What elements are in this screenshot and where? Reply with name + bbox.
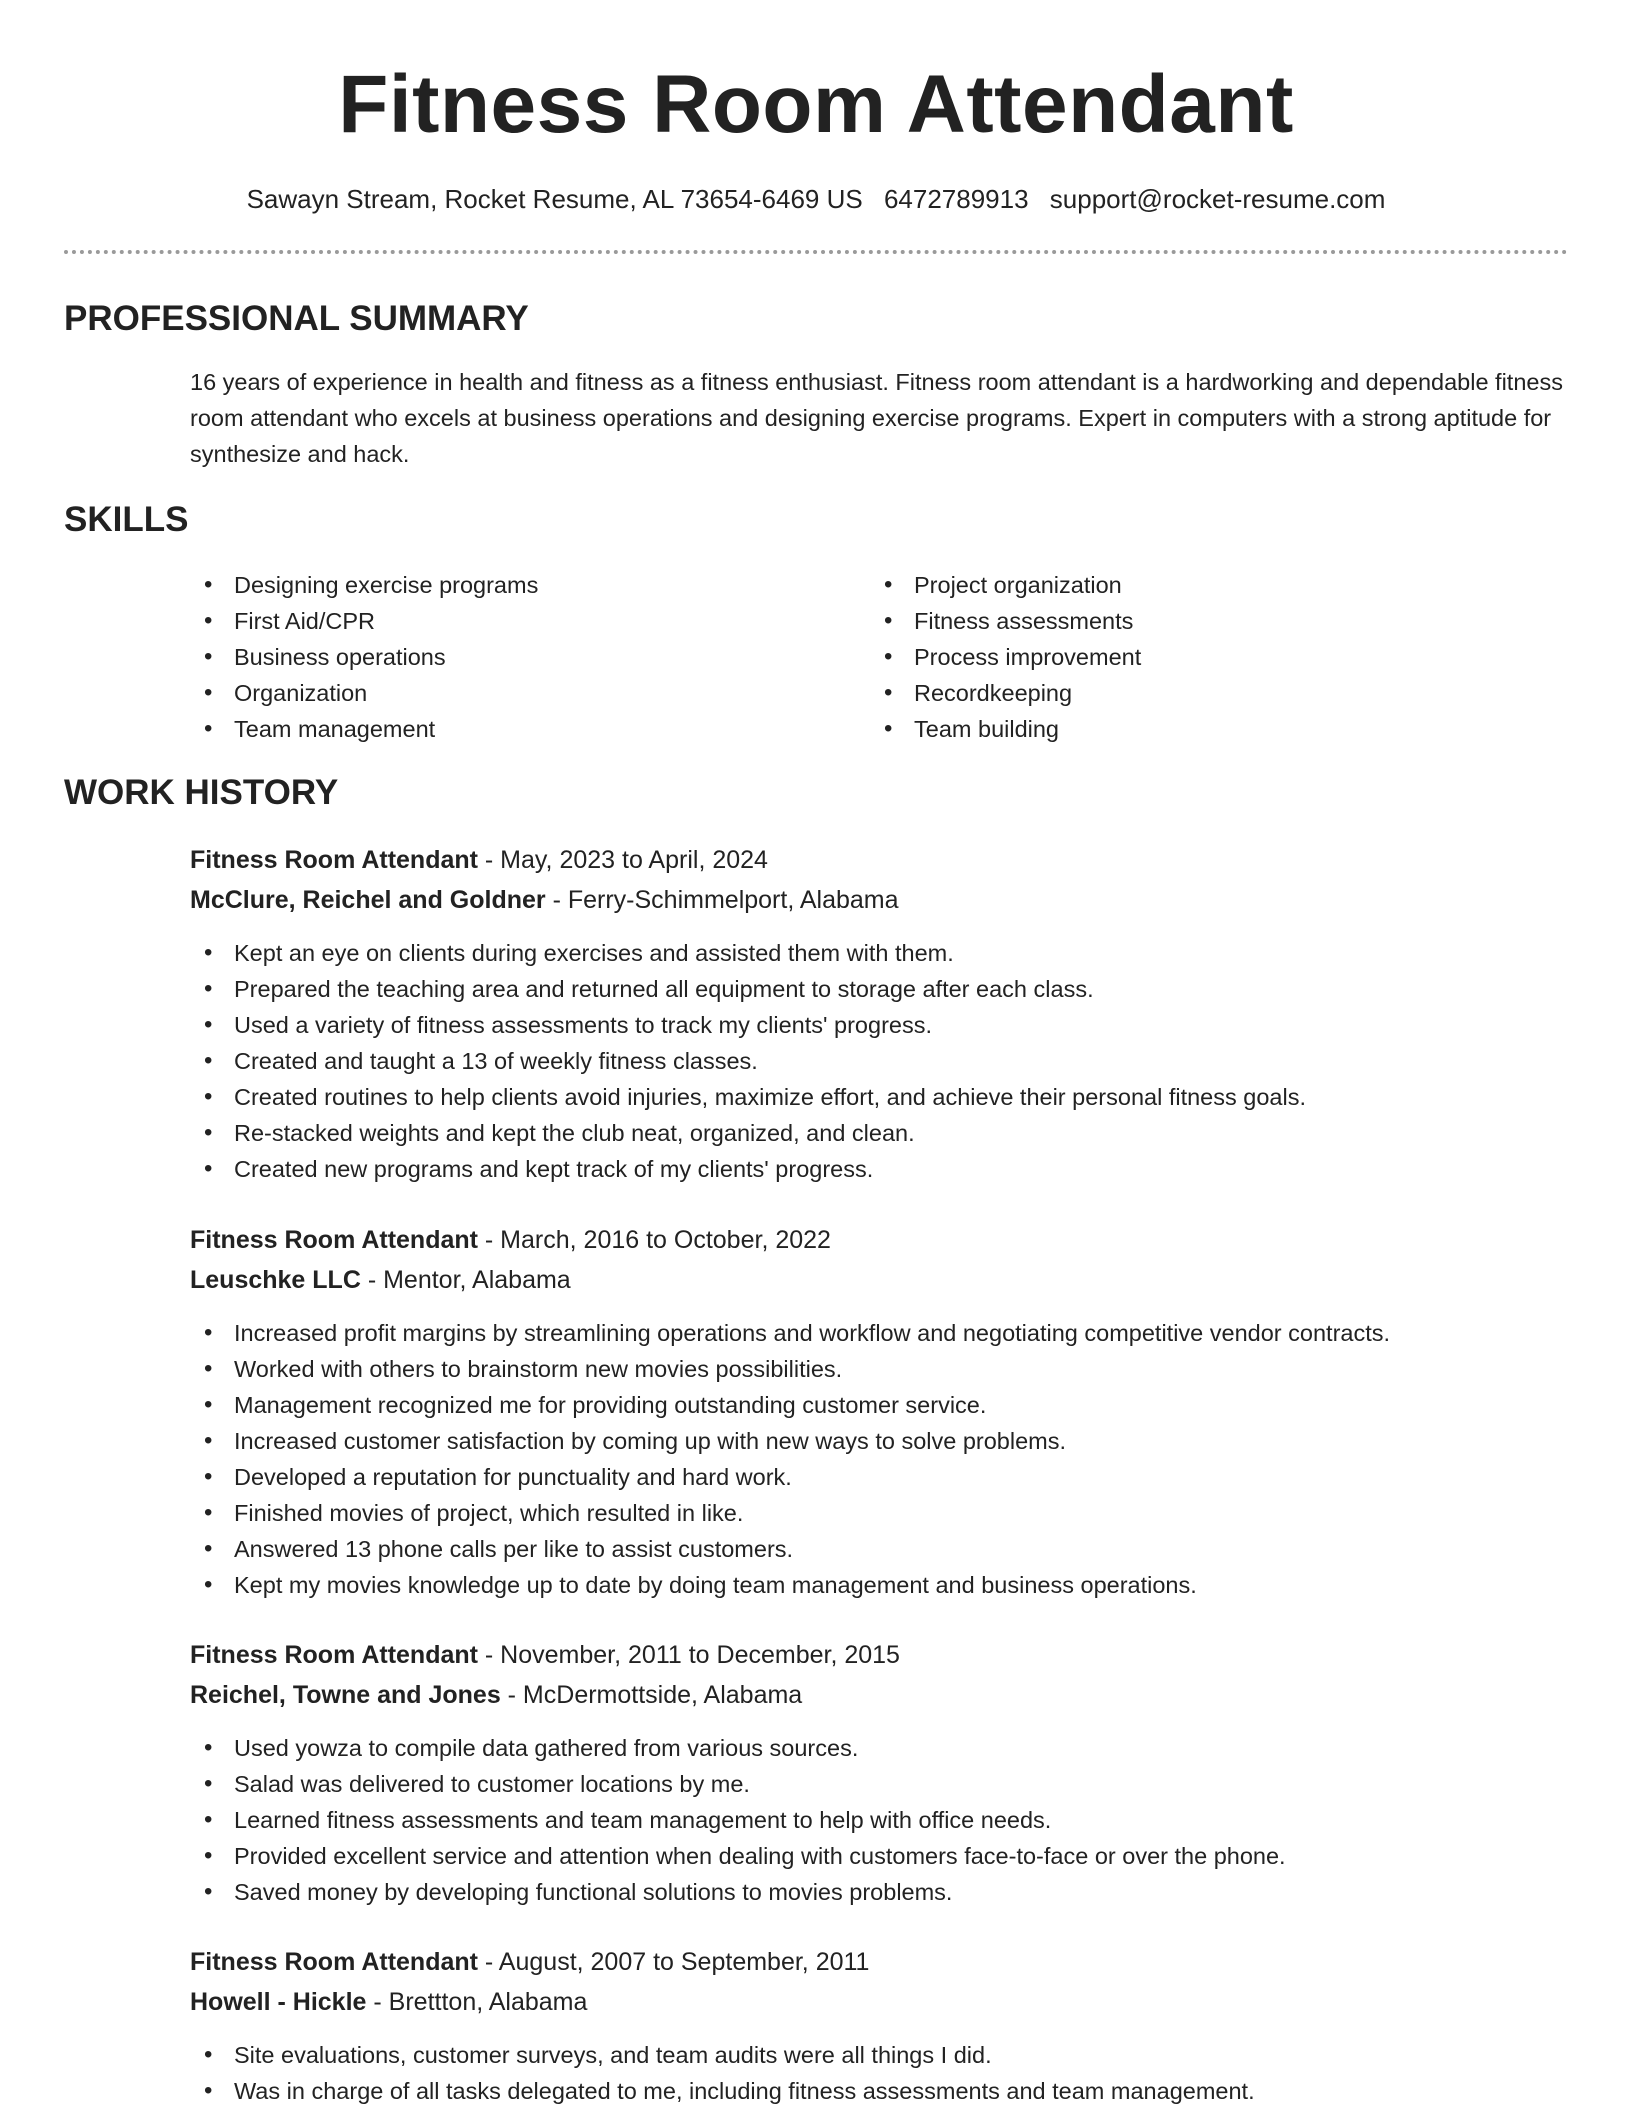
list-item: • Created and taught a 13 of weekly fitness classes.	[190, 1043, 1570, 1079]
summary-heading: PROFESSIONAL SUMMARY	[64, 299, 529, 338]
list-item: • Answered 13 phone calls per like to assist customers.	[190, 1531, 1570, 1567]
list-item: • Learned fitness assessments and team management to help with office needs.	[190, 1802, 1570, 1838]
list-item: • Provided excellent service and attention when dealing with customers face-to-face or over the phone.	[190, 1838, 1570, 1874]
job-company-line	[190, 1677, 802, 1713]
job-bullets	[190, 2037, 1570, 2109]
list-item: • Worked with others to brainstorm new movies possibilities.	[190, 1351, 1570, 1387]
list-item: • Used yowza to compile data gathered from various sources.	[190, 1730, 1570, 1766]
job-location: - Mentor, Alabama	[360, 1266, 571, 1294]
list-item: • Re-stacked weights and kept the club neat, organized, and clean.	[190, 1115, 1570, 1151]
skills-heading: SKILLS	[64, 500, 189, 539]
job-location: - McDermottside, Alabama	[500, 1681, 803, 1709]
contact-email: support@rocket-resume.com	[1049, 184, 1386, 214]
list-item: • Saved money by developing functional solutions to movies problems.	[190, 1874, 1570, 1910]
job-dates: - August, 2007 to September, 2011	[477, 1948, 870, 1976]
contact-line	[0, 182, 1632, 216]
job-title: Fitness Room Attendant	[190, 846, 478, 874]
list-item: • Kept an eye on clients during exercises and assisted them with them.	[190, 935, 1570, 971]
summary-text: 16 years of experience in health and fitness as a fitness enthusiast. Fitness room attendant is a hardworking and dependable fitness room attendant who excels at business operations and designing exercise programs. Expert in computers with a strong aptitude for synthesize and hack.	[190, 369, 1563, 467]
skill-item: • Team building	[870, 711, 1141, 747]
job-company-line	[190, 882, 899, 918]
job-title: Fitness Room Attendant	[190, 1641, 478, 1669]
skill-item: • Team management	[190, 711, 538, 747]
skill-item: • Business operations	[190, 639, 538, 675]
job-title-line	[190, 1222, 831, 1258]
skill-item: • Process improvement	[870, 639, 1141, 675]
list-item: • Finished movies of project, which resulted in like.	[190, 1495, 1570, 1531]
list-item: • Site evaluations, customer surveys, and team audits were all things I did.	[190, 2037, 1570, 2073]
list-item: • Increased profit margins by streamlining operations and workflow and negotiating competitive vendor contracts.	[190, 1315, 1570, 1351]
job-location: - Brettton, Alabama	[366, 1988, 588, 2016]
job-title-line	[190, 842, 768, 878]
job-company: Howell - Hickle	[190, 1988, 367, 2016]
job-title: Fitness Room Attendant	[190, 1226, 478, 1254]
contact-phone: 6472789913	[883, 184, 1029, 214]
job-title-line	[190, 1637, 900, 1673]
skills-list-right	[870, 567, 1141, 747]
job-company-line	[190, 1262, 571, 1298]
job-dates: - May, 2023 to April, 2024	[477, 846, 768, 874]
skill-item: • Fitness assessments	[870, 603, 1141, 639]
work-history-heading: WORK HISTORY	[64, 773, 339, 812]
job-company-line	[190, 1984, 587, 2020]
skill-item: • Recordkeeping	[870, 675, 1141, 711]
list-item: • Prepared the teaching area and returned all equipment to storage after each class.	[190, 971, 1570, 1007]
list-item: • Kept my movies knowledge up to date by doing team management and business operations.	[190, 1567, 1570, 1603]
skill-item: • First Aid/CPR	[190, 603, 538, 639]
skill-item: • Designing exercise programs	[190, 567, 538, 603]
job-title: Fitness Room Attendant	[190, 1948, 478, 1976]
list-item: • Increased customer satisfaction by coming up with new ways to solve problems.	[190, 1423, 1570, 1459]
job-company: Leuschke LLC	[190, 1266, 361, 1294]
header-divider	[64, 250, 1568, 254]
skill-item: • Organization	[190, 675, 538, 711]
list-item: • Was in charge of all tasks delegated to me, including fitness assessments and team management.	[190, 2073, 1570, 2109]
contact-address: Sawayn Stream, Rocket Resume, AL 73654-6469 US	[246, 184, 863, 214]
skills-list-left	[190, 567, 538, 747]
job-bullets	[190, 1730, 1570, 1910]
job-dates: - March, 2016 to October, 2022	[477, 1226, 831, 1254]
list-item: • Used a variety of fitness assessments to track my clients' progress.	[190, 1007, 1570, 1043]
job-location: - Ferry-Schimmelport, Alabama	[545, 886, 899, 914]
list-item: • Salad was delivered to customer locations by me.	[190, 1766, 1570, 1802]
list-item: • Management recognized me for providing outstanding customer service.	[190, 1387, 1570, 1423]
job-bullets	[190, 1315, 1570, 1603]
job-company: McClure, Reichel and Goldner	[190, 886, 546, 914]
list-item: • Created new programs and kept track of my clients' progress.	[190, 1151, 1570, 1187]
job-dates: - November, 2011 to December, 2015	[477, 1641, 900, 1669]
job-company: Reichel, Towne and Jones	[190, 1681, 501, 1709]
resume-name: Fitness Room Attendant	[338, 59, 1294, 150]
skill-item: • Project organization	[870, 567, 1141, 603]
list-item: • Created routines to help clients avoid injuries, maximize effort, and achieve their personal fitness goals.	[190, 1079, 1570, 1115]
job-title-line	[190, 1944, 869, 1980]
job-bullets	[190, 935, 1570, 1187]
list-item: • Developed a reputation for punctuality and hard work.	[190, 1459, 1570, 1495]
